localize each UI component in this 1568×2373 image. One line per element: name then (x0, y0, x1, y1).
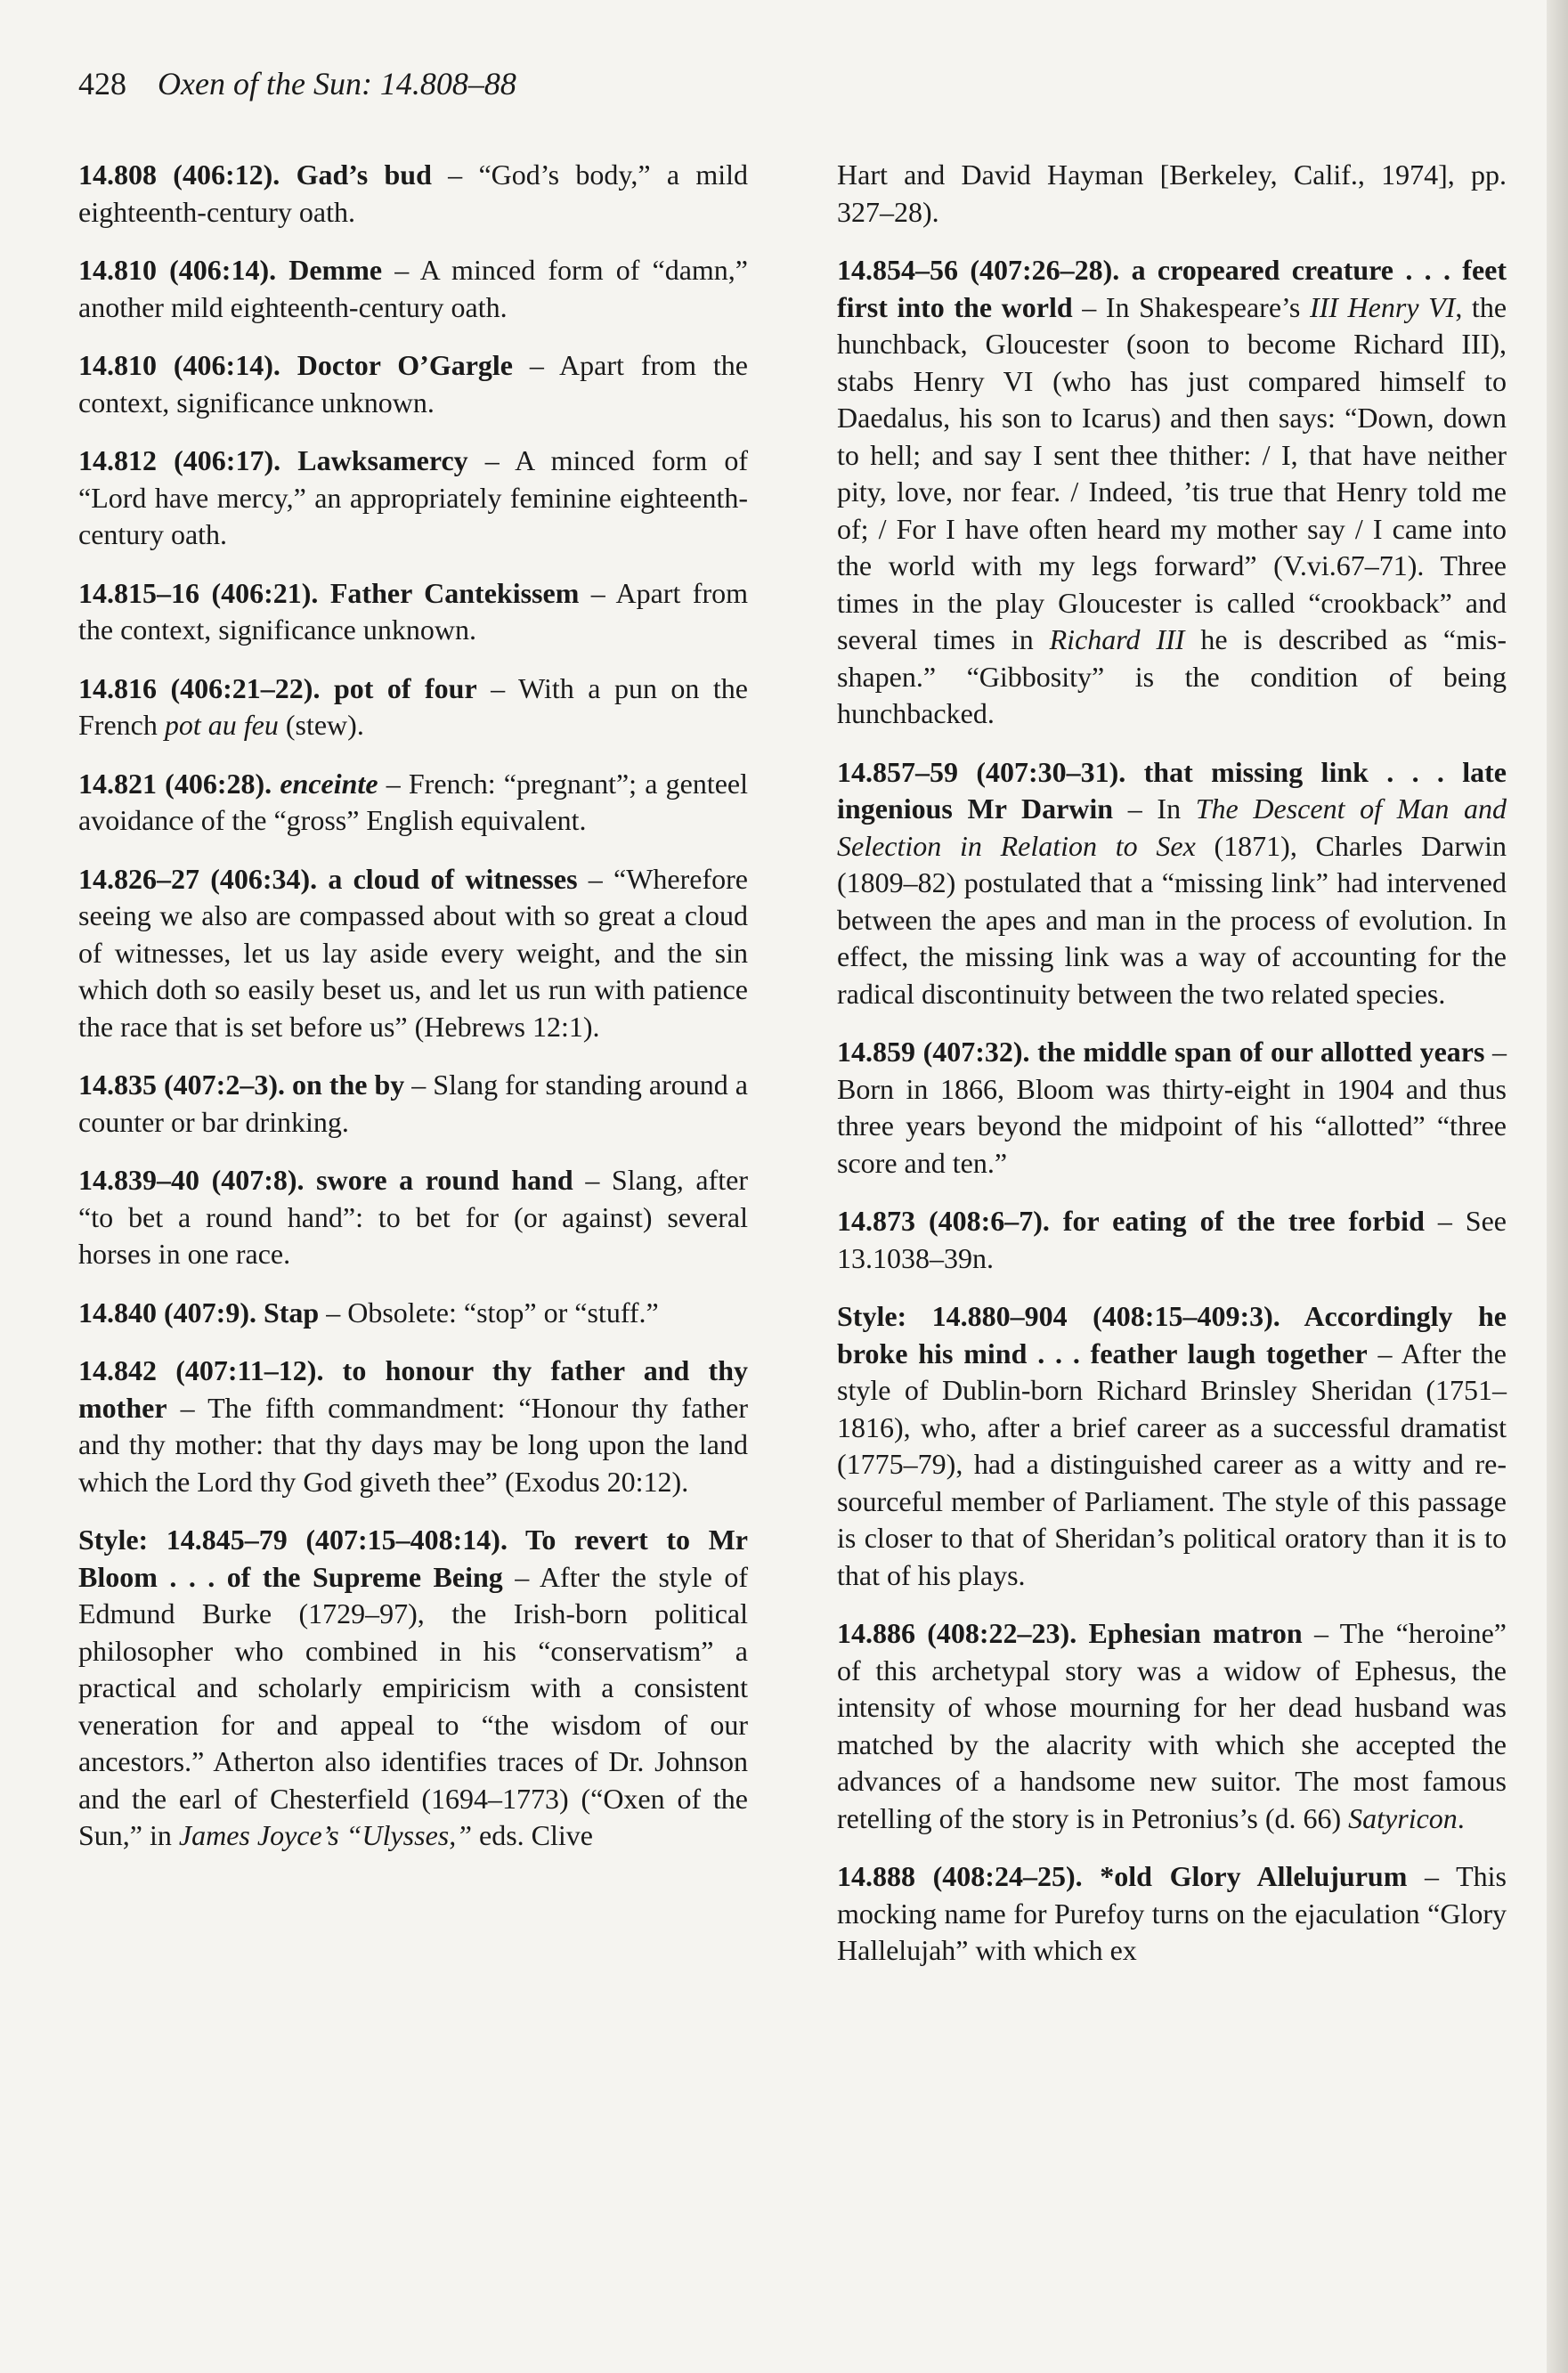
entry-body: – Slang, after “to bet a round hand”: to bet for (or against) several horses in one race. (78, 1164, 749, 1270)
annotation-entry (837, 1203, 1507, 1277)
annotation-entry (78, 1067, 748, 1141)
entry-heading: 14.810 (406:14). Doctor O’Gargle (78, 349, 514, 381)
annotation-entry (78, 766, 748, 840)
entry-body: – French: “pregnant”; a genteel avoidance of the “gross” English equivalent. (78, 767, 749, 836)
entry-body: – Slang for standing around a counter or bar drinking. (78, 1069, 748, 1138)
entry-body: – Born in 1866, Bloom was thirty-eight in 1904 and thus three years beyond the midpoint of his “allotted” “three score and ten.” (837, 1036, 1507, 1179)
annotation-entry (837, 1298, 1507, 1594)
entry-body: Hart and David Hayman [Berkeley, Calif., 1974], pp. 327–28). (837, 158, 1507, 228)
entry-body: – This mocking name for Purefoy turns on the ejaculation “Glory Hallelujah” with which ex (837, 1860, 1507, 1966)
entry-body: – The “heroine” of this archetypal story was a widow of Ephesus, the intensity of whose mourning for her dead husband was matched by the alacrity with which she accepted the advances of a handsome new suitor. The most famous retelling of the story is in Petronius’s (d. 66) Satyricon. (837, 1617, 1507, 1834)
annotation-entry (837, 1034, 1507, 1182)
entry-body: – “Wherefore seeing we also are compassed about with so great a cloud of witnesses, let us lay aside every weight, and the sin which doth so easily beset us, and let us run with patience the race that is set before us” (Hebrews 12:1). (78, 862, 749, 1043)
annotation-entry (78, 670, 748, 744)
entry-heading: Style: 14.880–904 (408:15–409:3). Accordingly he broke his mind . . . feather laugh together (837, 1300, 1507, 1369)
entry-body: – The fifth commandment: “Honour thy father and thy mother: that thy days may be long upon the land which the Lord thy God giveth thee” (Exodus 20:12). (78, 1391, 748, 1498)
annotation-entry (78, 443, 748, 554)
entry-heading: 14.886 (408:22–23). Ephesian matron (837, 1617, 1303, 1649)
entry-heading: 14.888 (408:24–25). *old Glory Allelujurum (837, 1860, 1408, 1892)
entry-heading: 14.859 (407:32). the middle span of our allotted years (837, 1036, 1485, 1068)
annotation-entry (837, 1858, 1507, 1970)
annotation-entry (78, 1162, 748, 1273)
entry-heading: 14.840 (407:9). Stap (78, 1296, 320, 1329)
entry-heading: 14.816 (406:21–22). pot of four (78, 671, 477, 704)
entry-body: – With a pun on the French pot au feu (stew). (78, 671, 748, 741)
entry-body: – Obsolete: “stop” or “stuff.” (319, 1296, 659, 1329)
entry-body: – See 13.1038–39n. (837, 1205, 1507, 1274)
entry-body: – Apart from the context, significance unknown. (78, 349, 749, 419)
entry-heading: 14.842 (407:11–12). to honour thy father and thy mother (78, 1354, 748, 1424)
entry-body: – After the style of Edmund Burke (1729–97), the Irish-born political philosopher who combined in his “conservatism” a practical and scholarly empiricism with a consistent veneration for and appeal to “the wisdom of our ancestors.” Atherton also identifies traces of Dr. Johnson and the earl of Chesterfield (1694–1773) (“Oxen of the Sun,” in James Joyce’s “Ulysses,” eds. Clive (78, 1560, 749, 1851)
annotation-entry (78, 157, 748, 231)
entry-body: – In The Descent of Man and Selection in Relation to Sex (1871), Charles Darwin (1809–82) postulated that a “missing link” had intervened between the apes and man in the process of evolution. In effect, the missing link was a way of accounting for the radical discontinuity between the two related species. (837, 792, 1507, 1010)
annotation-entry (837, 252, 1507, 733)
page-number: 428 (78, 66, 126, 102)
entry-body: – A minced form of “damn,” another mild eighteenth-century oath. (78, 254, 749, 323)
running-title: Oxen of the Sun: 14.808–88 (158, 66, 516, 102)
entry-heading: 14.812 (406:17). Lawksamercy (78, 444, 468, 476)
entry-heading: Style: 14.845–79 (407:15–408:14). To revert to Mr Bloom . . . of the Supreme Being (78, 1524, 748, 1593)
annotation-entry (837, 157, 1507, 231)
entry-heading: 14.815–16 (406:21). Father Cantekissem (78, 576, 580, 609)
annotation-entry (78, 252, 748, 326)
annotation-entry (78, 1353, 748, 1500)
entry-heading: 14.873 (408:6–7). for eating of the tree forbid (837, 1205, 1425, 1237)
entry-heading: 14.826–27 (406:34). a cloud of witnesses (78, 862, 578, 895)
entry-heading: 14.839–40 (407:8). swore a round hand (78, 1164, 573, 1196)
annotation-entry (78, 347, 748, 421)
left-column (78, 157, 748, 1876)
entry-heading: 14.808 (406:12). Gad’s bud (78, 158, 432, 191)
running-header (78, 64, 516, 103)
entry-body: – A minced form of “Lord have mercy,” an appropriately feminine eighteenth-century oath. (78, 444, 749, 550)
entry-heading: 14.857–59 (407:30–31). that missing link . . . late ingenious Mr Darwin (837, 755, 1507, 825)
entry-heading: 14.854–56 (407:26–28). a cropeared creature . . . feet first into the world (837, 254, 1507, 323)
entry-heading: 14.835 (407:2–3). on the by (78, 1069, 405, 1101)
annotation-entry (78, 1295, 748, 1332)
entry-body: – Apart from the context, significance unknown. (78, 576, 749, 646)
entry-heading: 14.821 (406:28). enceinte (78, 767, 378, 800)
entry-body: – In Shakespeare’s III Henry VI, the hunchback, Gloucester (soon to become Richard III), stabs Henry VI (who has just compared himself to Daedalus, his son to Icarus) and then says: “Down, down to hell; and say I sent thee thither: / I, that have neither pity, love, nor fear. / Indeed, ’tis true that Henry told me of; / For I have often heard my mother say / I came into the world with my legs forward” (V.vi.67–71). Three times in the play Gloucester is called “crookback” and several times in Richard III he is described as “misshapen.” “Gibbosity” is the condition of being hunchbacked. (837, 290, 1507, 729)
annotation-entry (837, 754, 1507, 1013)
entry-heading: 14.810 (406:14). Demme (78, 254, 383, 286)
annotation-entry (837, 1615, 1507, 1837)
annotation-entry (78, 861, 748, 1046)
annotation-entry (78, 1522, 748, 1855)
page-edge (1547, 0, 1568, 2373)
annotation-entry (78, 575, 748, 649)
entry-body: – “God’s body,” a mild eighteenth-century oath. (78, 158, 748, 228)
entry-body: – After the style of Dublin-born Richard Brinsley Sheridan (1751–1816), who, after a brief career as a successful dramatist (1775–79), had a distinguished career as a witty and resourceful member of Parliament. The style of this passage is closer to that of Sheridan’s political oratory than it is to that of his plays. (837, 1337, 1507, 1591)
right-column (837, 157, 1507, 1991)
